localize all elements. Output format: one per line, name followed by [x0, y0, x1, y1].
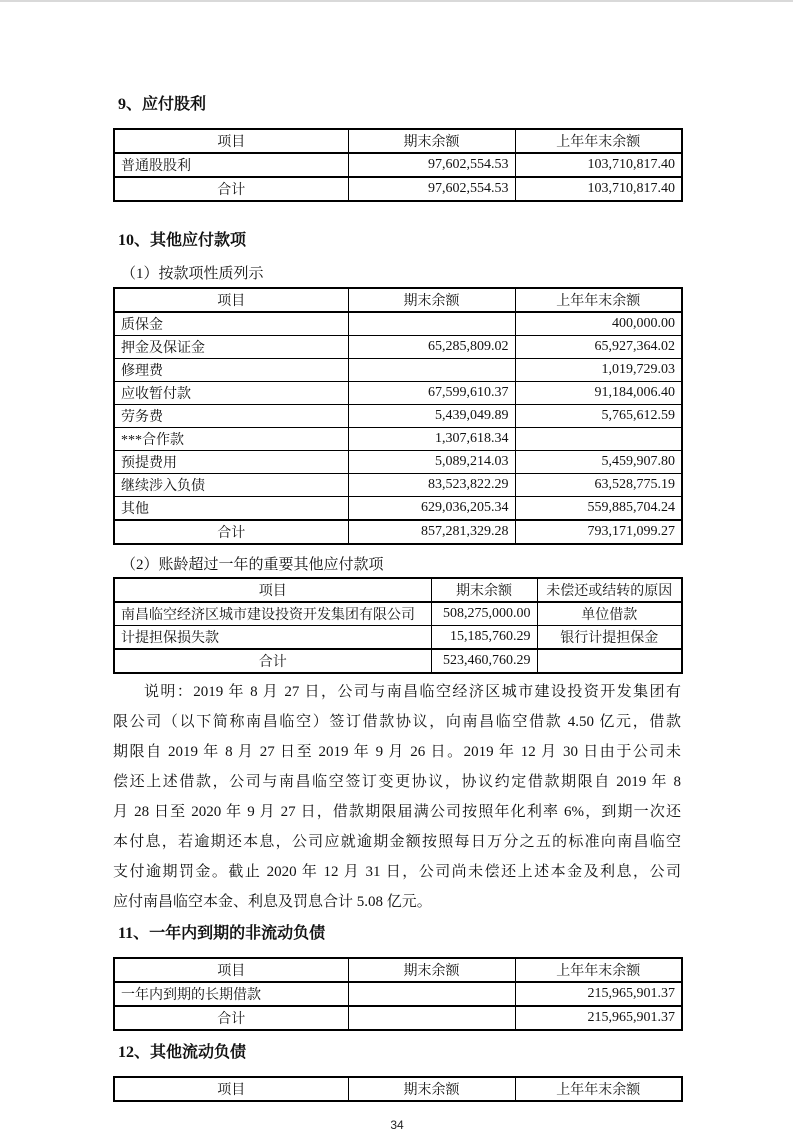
- cell-ending-balance: 65,285,809.02: [348, 336, 515, 359]
- table-row: [114, 982, 682, 1006]
- cell-ending-balance: 5,439,049.89: [348, 405, 515, 428]
- cell-prior-balance: 1,019,729.03: [515, 359, 682, 382]
- header-ending-balance: 期末余额: [348, 288, 515, 312]
- cell-ending-balance: 15,185,760.29: [431, 626, 537, 650]
- table-row: [114, 428, 682, 451]
- cell-item: 普通股股利: [114, 153, 348, 177]
- table-total-row: [114, 520, 682, 544]
- cell-total-label: 合计: [114, 649, 431, 673]
- cell-ending-balance: 83,523,822.29: [348, 474, 515, 497]
- document-page: [113, 0, 681, 1132]
- cell-prior-balance: 559,885,704.24: [515, 497, 682, 521]
- cell-prior-balance: [515, 428, 682, 451]
- dividends-payable-table: [113, 128, 683, 202]
- cell-total-label: 合计: [114, 177, 348, 201]
- cell-ending-balance: 67,599,610.37: [348, 382, 515, 405]
- cell-item: 押金及保证金: [114, 336, 348, 359]
- cell-item: 其他: [114, 497, 348, 521]
- cell-item: 质保金: [114, 312, 348, 336]
- cell-prior-balance: 63,528,775.19: [515, 474, 682, 497]
- cell-item: 应收暂付款: [114, 382, 348, 405]
- header-ending-balance: 期末余额: [348, 1077, 515, 1101]
- cell-prior-balance: 103,710,817.40: [515, 153, 682, 177]
- table-row: [114, 626, 682, 650]
- table-row: [114, 359, 682, 382]
- cell-total-prior: 215,965,901.37: [515, 1006, 682, 1030]
- header-item: 项目: [114, 958, 348, 982]
- table-header-row: [114, 958, 682, 982]
- table-header-row: [114, 578, 682, 602]
- table-row: [114, 602, 682, 626]
- cell-item: 一年内到期的长期借款: [114, 982, 348, 1006]
- other-payables-by-nature-table: [113, 287, 683, 545]
- aged-other-payables-table: [113, 577, 683, 674]
- table-total-row: [114, 177, 682, 201]
- cell-ending-balance: 629,036,205.34: [348, 497, 515, 521]
- cell-prior-balance: 5,765,612.59: [515, 405, 682, 428]
- section-12-title: 12、其他流动负债: [118, 1044, 247, 1061]
- cell-item: ***合作款: [114, 428, 348, 451]
- section-10-sub1-title: （1）按款项性质列示: [121, 266, 264, 282]
- table-row: [114, 312, 682, 336]
- cell-total-label: 合计: [114, 520, 348, 544]
- page-number: 34: [390, 1118, 404, 1132]
- cell-reason: 单位借款: [537, 602, 682, 626]
- header-item: 项目: [114, 578, 431, 602]
- header-item: 项目: [114, 1077, 348, 1101]
- table-row: [114, 382, 682, 405]
- header-prior-year-balance: 上年年末余额: [515, 129, 682, 153]
- loan-explanation-note: [113, 677, 681, 917]
- note-line: 限公司（以下简称南昌临空）签订借款协议，向南昌临空借款 4.50 亿元，借款: [113, 714, 681, 730]
- cell-total-label: 合计: [114, 1006, 348, 1030]
- cell-ending-balance: 5,089,214.03: [348, 451, 515, 474]
- table-total-row: [114, 1006, 682, 1030]
- table-row: [114, 336, 682, 359]
- cell-ending-balance: [348, 982, 515, 1006]
- cell-ending-balance: 1,307,618.34: [348, 428, 515, 451]
- cell-item: 预提费用: [114, 451, 348, 474]
- cell-total-prior: 103,710,817.40: [515, 177, 682, 201]
- header-ending-balance: 期末余额: [348, 129, 515, 153]
- cell-item: 劳务费: [114, 405, 348, 428]
- cell-total-prior: 793,171,099.27: [515, 520, 682, 544]
- header-prior-year-balance: 上年年末余额: [515, 958, 682, 982]
- cell-item: 继续涉入负债: [114, 474, 348, 497]
- header-ending-balance: 期末余额: [431, 578, 537, 602]
- header-prior-year-balance: 上年年末余额: [515, 1077, 682, 1101]
- cell-total-reason: [537, 649, 682, 673]
- note-line: 期限自 2019 年 8 月 27 日至 2019 年 9 月 26 日。2019 年 12 月 30 日由于公司未: [113, 744, 681, 760]
- header-item: 项目: [114, 129, 348, 153]
- table-row: [114, 153, 682, 177]
- cell-item: 南昌临空经济区城市建设投资开发集团有限公司: [114, 602, 431, 626]
- note-line: 本付息，若逾期还本息，公司应就逾期金额按照每日万分之五的标准向南昌临空: [113, 834, 681, 850]
- table-total-row: [114, 649, 682, 673]
- noncurrent-liabilities-due-table: [113, 957, 683, 1031]
- cell-total-ending: 97,602,554.53: [348, 177, 515, 201]
- cell-prior-balance: 65,927,364.02: [515, 336, 682, 359]
- other-current-liabilities-table: [113, 1076, 683, 1102]
- cell-total-ending: 523,460,760.29: [431, 649, 537, 673]
- section-11-title: 11、一年内到期的非流动负债: [118, 925, 326, 942]
- cell-ending-balance: [348, 312, 515, 336]
- cell-total-ending: [348, 1006, 515, 1030]
- cell-reason: 银行计提担保金: [537, 626, 682, 650]
- note-line: 月 28 日至 2020 年 9 月 27 日，借款期限届满公司按照年化利率 6%，到期一次还: [113, 804, 681, 820]
- section-9-title: 9、应付股利: [118, 96, 207, 113]
- table-row: [114, 405, 682, 428]
- table-row: [114, 451, 682, 474]
- header-item: 项目: [114, 288, 348, 312]
- note-line: 说明：2019 年 8 月 27 日，公司与南昌临空经济区城市建设投资开发集团有: [144, 684, 681, 700]
- cell-ending-balance: [348, 359, 515, 382]
- cell-prior-balance: 91,184,006.40: [515, 382, 682, 405]
- section-10-sub2-title: （2）账龄超过一年的重要其他应付款项: [121, 557, 384, 573]
- cell-ending-balance: 97,602,554.53: [348, 153, 515, 177]
- note-line: 偿还上述借款，公司与南昌临空签订变更协议，协议约定借款期限自 2019 年 8: [113, 774, 681, 790]
- table-header-row: [114, 129, 682, 153]
- section-10-title: 10、其他应付款项: [118, 232, 247, 249]
- cell-item: 修理费: [114, 359, 348, 382]
- cell-total-ending: 857,281,329.28: [348, 520, 515, 544]
- cell-prior-balance: 5,459,907.80: [515, 451, 682, 474]
- table-header-row: [114, 288, 682, 312]
- cell-prior-balance: 400,000.00: [515, 312, 682, 336]
- cell-item: 计提担保损失款: [114, 626, 431, 650]
- header-ending-balance: 期末余额: [348, 958, 515, 982]
- header-reason: 未偿还或结转的原因: [537, 578, 682, 602]
- table-row: [114, 497, 682, 521]
- cell-ending-balance: 508,275,000.00: [431, 602, 537, 626]
- cell-prior-balance: 215,965,901.37: [515, 982, 682, 1006]
- header-prior-year-balance: 上年年末余额: [515, 288, 682, 312]
- table-header-row: [114, 1077, 682, 1101]
- note-line: 应付南昌临空本金、利息及罚息合计 5.08 亿元。: [113, 894, 432, 910]
- table-row: [114, 474, 682, 497]
- note-line: 支付逾期罚金。截止 2020 年 12 月 31 日，公司尚未偿还上述本金及利息，公司: [113, 864, 681, 880]
